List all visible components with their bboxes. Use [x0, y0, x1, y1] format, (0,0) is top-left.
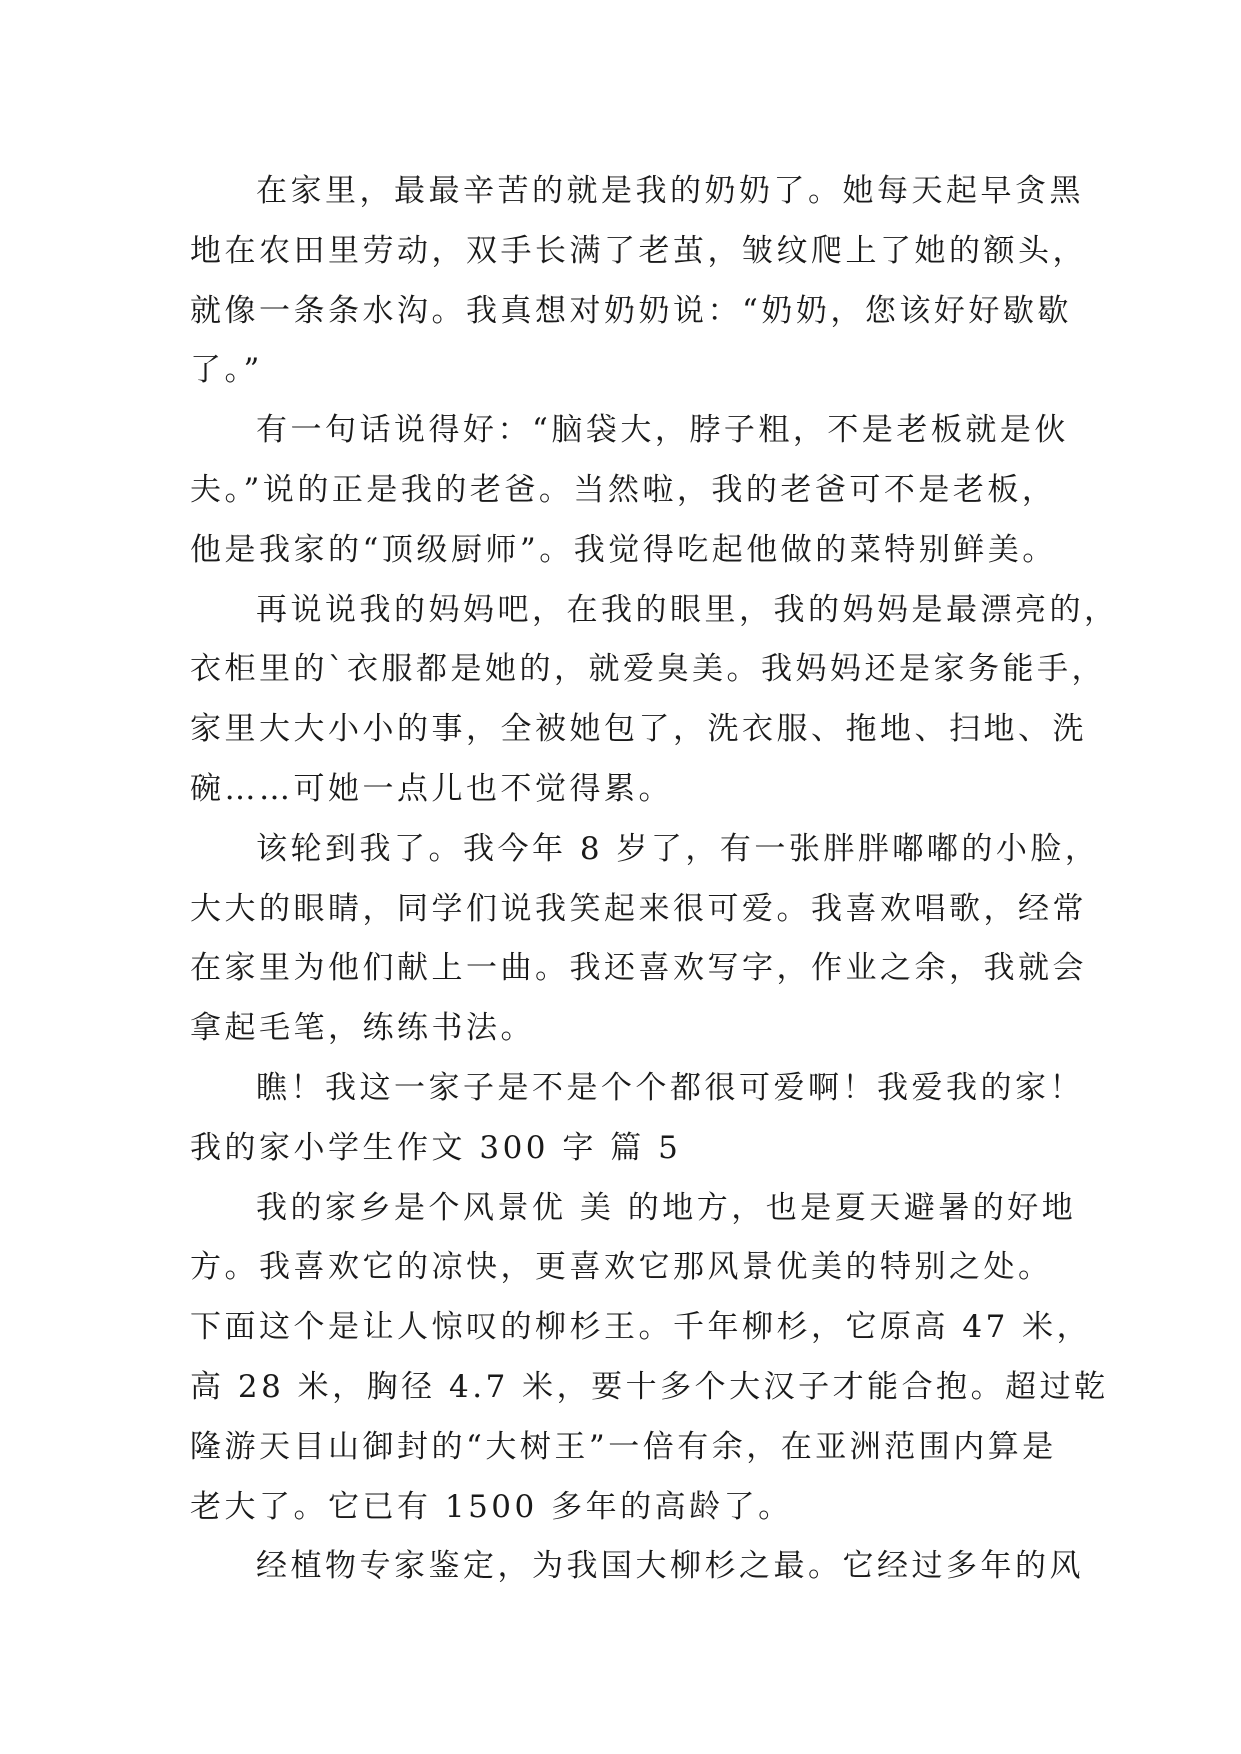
paragraph-6-line-3: 下面这个是让人惊叹的柳杉王。千年柳杉，它原高 47 米，: [190, 1309, 1092, 1346]
paragraph-2-line-3: 他是我家的“顶级厨师”。我觉得吃起他做的菜特别鲜美。: [190, 531, 1057, 568]
paragraph-1-line-4: 了。”: [190, 352, 263, 389]
paragraph-7-line-1: 经植物专家鉴定，为我国大柳杉之最。它经过多年的风: [256, 1548, 1084, 1585]
paragraph-4-line-2: 大大的眼睛，同学们说我笑起来很可爱。我喜欢唱歌，经常: [190, 890, 1087, 927]
paragraph-6-line-4: 高 28 米，胸径 4.7 米，要十多个大汉子才能合抱。超过乾: [190, 1368, 1109, 1405]
paragraph-3-line-1: 再说说我的妈妈吧，在我的眼里，我的妈妈是最漂亮的，: [256, 591, 1119, 628]
paragraph-6-line-1: 我的家乡是个风景优 美 的地方，也是夏天避暑的好地: [256, 1189, 1077, 1226]
paragraph-4-line-4: 拿起毛笔，练练书法。: [190, 1010, 535, 1047]
paragraph-1-line-3: 就像一条条水沟。我真想对奶奶说：“奶奶，您该好好歇歇: [190, 292, 1072, 329]
paragraph-2-line-1: 有一句话说得好：“脑袋大，脖子粗，不是老板就是伙: [256, 412, 1069, 449]
section-heading: 我的家小学生作文 300 字 篇 5: [190, 1129, 682, 1166]
paragraph-6-line-6: 老大了。它已有 1500 多年的高龄了。: [190, 1488, 793, 1525]
paragraph-1-line-2: 地在农田里劳动，双手长满了老茧，皱纹爬上了她的额头，: [190, 232, 1087, 269]
paragraph-3-line-3: 家里大大小小的事，全被她包了，洗衣服、拖地、扫地、洗: [190, 711, 1087, 748]
paragraph-6-line-2: 方。我喜欢它的凉快，更喜欢它那风景优美的特别之处。: [190, 1249, 1053, 1286]
paragraph-6-line-5: 隆游天目山御封的“大树王”一倍有余，在亚洲范围内算是: [190, 1428, 1057, 1465]
paragraph-4-line-1: 该轮到我了。我今年 8 岁了，有一张胖胖嘟嘟的小脸，: [256, 830, 1100, 867]
paragraph-3-line-2: 衣柜里的`衣服都是她的，就爱臭美。我妈妈还是家务能手，: [190, 651, 1106, 688]
essay-body: [190, 162, 1119, 1597]
paragraph-3-line-4: 碗……可她一点儿也不觉得累。: [190, 770, 673, 807]
paragraph-2-line-2: 夫。”说的正是我的老爸。当然啦，我的老爸可不是老板，: [190, 471, 1057, 508]
paragraph-1-line-1: 在家里，最最辛苦的就是我的奶奶了。她每天起早贪黑: [256, 173, 1084, 209]
paragraph-5-line-1: 瞧！我这一家子是不是个个都很可爱啊！我爱我的家！: [256, 1069, 1084, 1106]
paragraph-4-line-3: 在家里为他们献上一曲。我还喜欢写字，作业之余，我就会: [190, 950, 1087, 987]
